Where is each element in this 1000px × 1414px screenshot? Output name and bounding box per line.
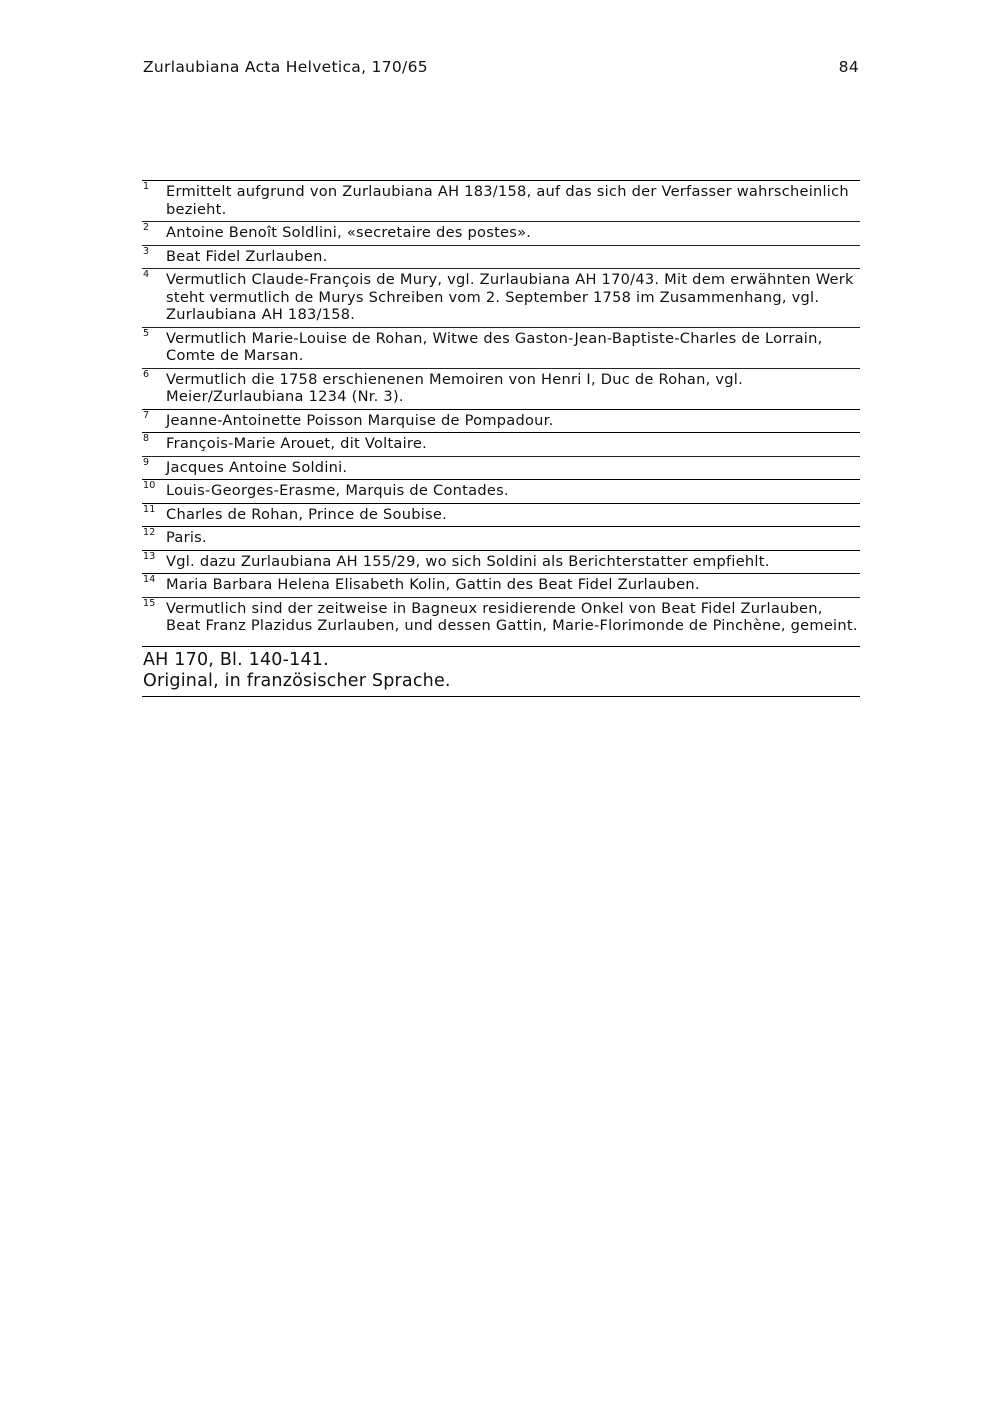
footnote-12 <box>142 527 860 551</box>
footnote-number: 13 <box>143 550 156 562</box>
footnote-number: 9 <box>143 456 150 468</box>
footnote-text: Beat Fidel Zurlauben. <box>166 247 328 265</box>
footnote-15 <box>142 598 860 638</box>
footnote-number: 10 <box>143 480 156 491</box>
footnote-text: François-Marie Arouet, dit Voltaire. <box>166 435 427 452</box>
footnote-number: 14 <box>143 574 156 585</box>
footnote-number: 6 <box>143 368 150 380</box>
footnote-2 <box>142 222 860 246</box>
footnote-number: 7 <box>143 409 150 421</box>
footnote-number: 5 <box>143 327 150 339</box>
footnote-number: 8 <box>143 433 150 444</box>
footnote-number: 11 <box>143 503 156 515</box>
footnote-10 <box>142 480 860 504</box>
footnote-text: Charles de Rohan, Prince de Soubise. <box>166 505 448 523</box>
footnote-14 <box>142 574 860 598</box>
footnote-1 <box>142 181 860 222</box>
footnote-7 <box>142 410 860 434</box>
footnote-text: Antoine Benoît Soldlini, «secretaire des postes». <box>166 224 532 241</box>
footnote-number: 12 <box>143 527 156 538</box>
footnote-5 <box>142 328 860 369</box>
footnote-text: Louis-Georges-Erasme, Marquis de Contades. <box>166 482 509 499</box>
footnote-text: Paris. <box>166 529 207 546</box>
source-language-note: Original, in französischer Sprache. <box>143 670 451 691</box>
footnote-4 <box>142 269 860 328</box>
footnote-text: Jacques Antoine Soldini. <box>166 458 348 476</box>
footnote-text: Jeanne-Antoinette Poisson Marquise de Pompadour. <box>166 411 554 429</box>
footnote-6 <box>142 369 860 410</box>
footnote-3 <box>142 246 860 270</box>
running-title: Zurlaubiana Acta Helvetica, 170/65 <box>143 58 428 76</box>
page-header <box>143 58 859 76</box>
footnote-number: 2 <box>143 222 150 233</box>
footnote-number: 3 <box>143 245 150 257</box>
footnotes-table <box>142 180 860 697</box>
footnote-number: 1 <box>143 181 150 192</box>
footnote-text: Vermutlich Marie-Louise de Rohan, Witwe des Gaston-Jean-Baptiste-Charles de Lorrain, Comte de Marsan. <box>166 329 823 364</box>
footnote-11 <box>142 504 860 528</box>
page-number: 84 <box>838 58 859 76</box>
footnote-text: Maria Barbara Helena Elisabeth Kolin, Gattin des Beat Fidel Zurlauben. <box>166 576 700 593</box>
footnote-8 <box>142 433 860 457</box>
footnote-text: Vermutlich sind der zeitweise in Bagneux residierende Onkel von Beat Fidel Zurlauben, Beat Franz Plazidus Zurlauben, und dessen Gattin, Marie-Florimonde de Pinchène, gemeint. <box>166 599 858 634</box>
footnote-9 <box>142 457 860 481</box>
source-note <box>142 646 860 697</box>
footnote-text: Vgl. dazu Zurlaubiana AH 155/29, wo sich Soldini als Berichterstatter empfiehlt. <box>166 552 770 570</box>
footnote-text: Vermutlich die 1758 erschienenen Memoiren von Henri I, Duc de Rohan, vgl. Meier/Zurlaubiana 1234 (Nr. 3). <box>166 370 743 405</box>
footnote-text: Vermutlich Claude-François de Mury, vgl. Zurlaubiana AH 170/43. Mit dem erwähnten Werk steht vermutlich de Murys Schreiben vom 2. September 1758 im Zusammenhang, vgl. Zurlaubiana AH 183/158. <box>166 271 854 323</box>
footnote-number: 15 <box>143 597 156 609</box>
footnote-13 <box>142 551 860 575</box>
source-reference: AH 170, Bl. 140-141. <box>143 649 329 670</box>
footnote-text: Ermittelt aufgrund von Zurlaubiana AH 183/158, auf das sich der Verfasser wahrscheinlich bezieht. <box>166 183 849 218</box>
footnote-number: 4 <box>143 269 150 280</box>
